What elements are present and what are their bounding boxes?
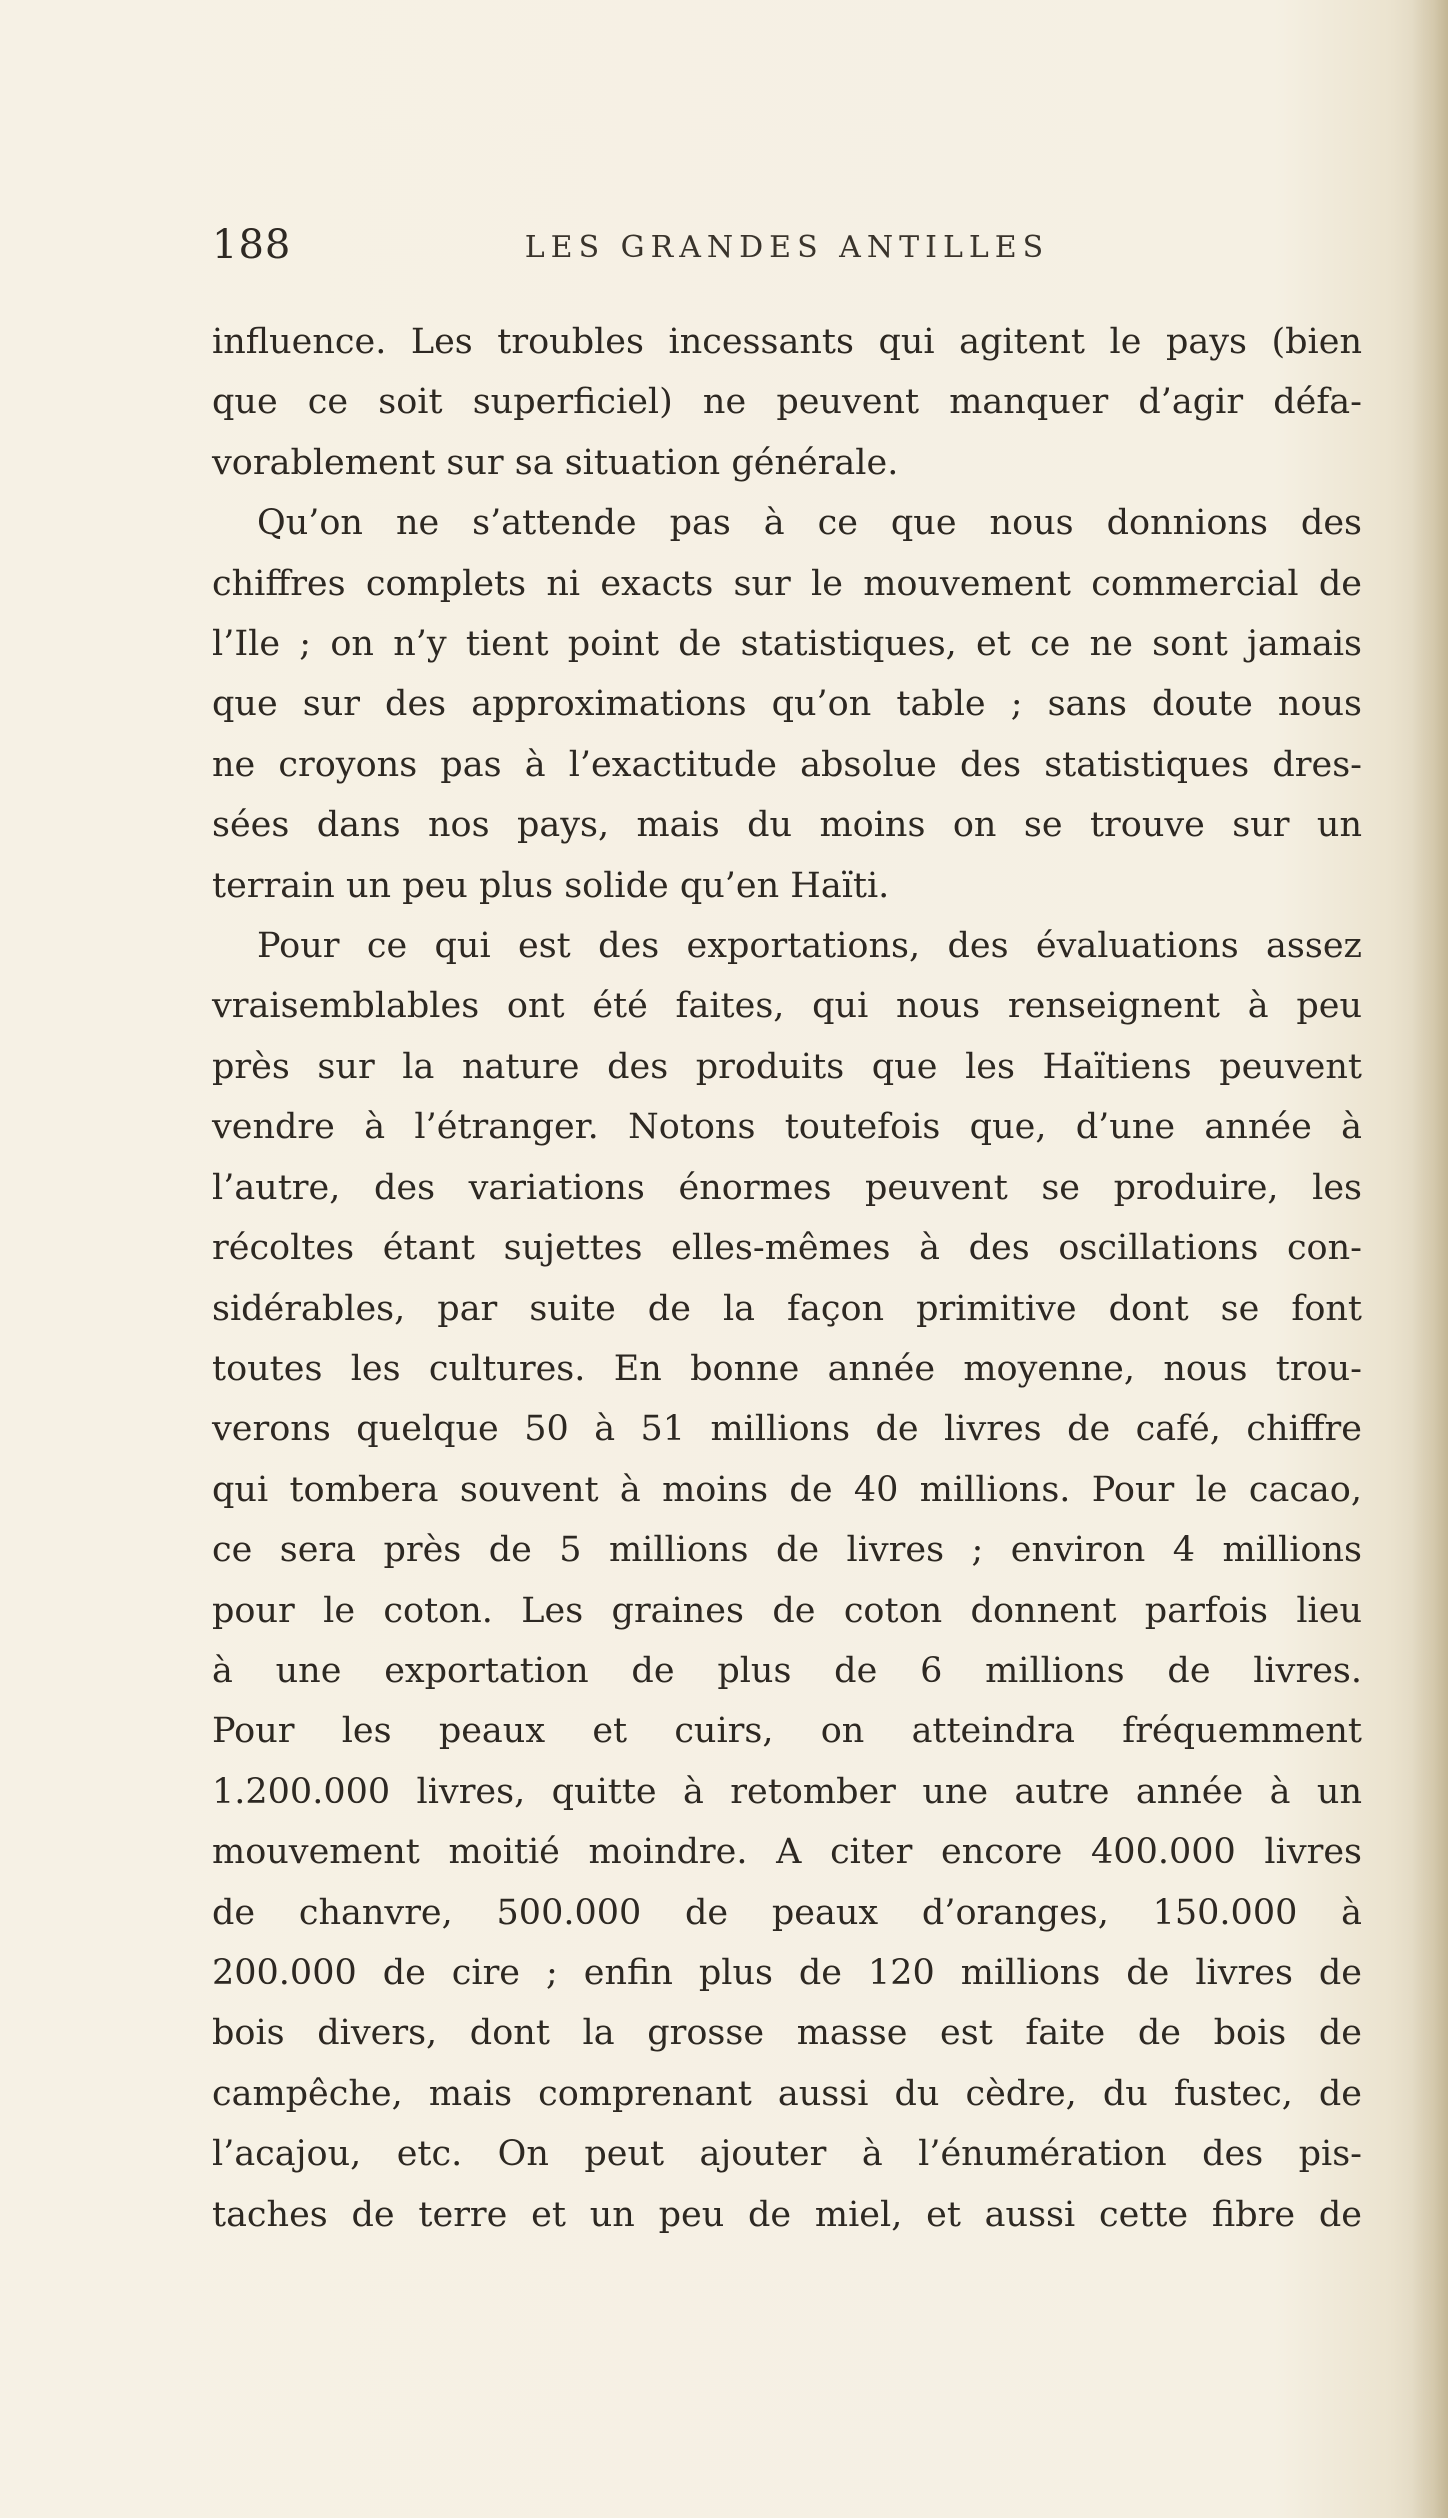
text-line: à une exportation de plus de 6 millions de livres. <box>212 1650 1362 1691</box>
text-line: Pour les peaux et cuirs, on atteindra fréquemment <box>212 1711 1362 1752</box>
text-line: campêche, mais comprenant aussi du cèdre, du fustec, de <box>212 2073 1362 2114</box>
text-line: qui tombera souvent à moins de 40 millions. Pour le cacao, <box>212 1469 1362 1510</box>
body-text <box>212 312 1362 2245</box>
text-line: que sur des approximations qu’on table ; sans doute nous <box>212 684 1362 725</box>
text-line: Pour ce qui est des exportations, des évaluations assez <box>257 926 1362 967</box>
page-number: 188 <box>212 222 292 268</box>
text-line: terrain un peu plus solide qu’en Haïti. <box>212 865 890 906</box>
text-line: pour le coton. Les graines de coton donnent parfois lieu <box>212 1590 1362 1631</box>
text-line: mouvement moitié moindre. A citer encore 400.000 livres <box>212 1832 1362 1873</box>
text-line: verons quelque 50 à 51 millions de livres de café, chiffre <box>212 1409 1362 1450</box>
paragraph-2 <box>212 493 1362 916</box>
text-line: 1.200.000 livres, quitte à retomber une autre année à un <box>212 1771 1362 1812</box>
text-line: 200.000 de cire ; enfin plus de 120 millions de livres de <box>212 1952 1362 1993</box>
paragraph-1 <box>212 312 1362 493</box>
running-head <box>212 222 1362 272</box>
text-line: bois divers, dont la grosse masse est faite de bois de <box>212 2013 1362 2054</box>
text-line: de chanvre, 500.000 de peaux d’oranges, 150.000 à <box>212 1892 1362 1933</box>
running-title: LES GRANDES ANTILLES <box>524 230 1050 265</box>
text-line: taches de terre et un peu de miel, et aussi cette fibre de <box>212 2194 1362 2235</box>
text-line: influence. Les troubles incessants qui agitent le pays (bien <box>212 322 1362 362</box>
text-line: ne croyons pas à l’exactitude absolue des statistiques dres- <box>212 744 1362 785</box>
text-line: vraisemblables ont été faites, qui nous renseignent à peu <box>212 986 1362 1027</box>
text-line: vorablement sur sa situation générale. <box>212 442 899 483</box>
text-line: l’autre, des variations énormes peuvent se produire, les <box>212 1167 1362 1208</box>
text-line: près sur la nature des produits que les Haïtiens peuvent <box>212 1046 1362 1087</box>
page-edge-shadow <box>1412 0 1448 2518</box>
text-line: l’acajou, etc. On peut ajouter à l’énumération des pis- <box>212 2134 1362 2175</box>
text-line: Qu’on ne s’attende pas à ce que nous donnions des <box>257 503 1362 544</box>
text-line: vendre à l’étranger. Notons toutefois que, d’une année à <box>212 1107 1362 1148</box>
text-line: sidérables, par suite de la façon primitive dont se font <box>212 1288 1362 1329</box>
text-line: chiffres complets ni exacts sur le mouvement commercial de <box>212 563 1362 604</box>
text-line: ce sera près de 5 millions de livres ; environ 4 millions <box>212 1530 1362 1571</box>
text-line: récoltes étant sujettes elles-mêmes à des oscillations con- <box>212 1228 1362 1269</box>
text-line: que ce soit superficiel) ne peuvent manquer d’agir défa- <box>212 382 1362 423</box>
text-line: sées dans nos pays, mais du moins on se trouve sur un <box>212 805 1362 846</box>
text-line: l’Ile ; on n’y tient point de statistiques, et ce ne sont jamais <box>212 624 1362 665</box>
paragraph-3 <box>212 916 1362 2245</box>
text-line: toutes les cultures. En bonne année moyenne, nous trou- <box>212 1348 1362 1389</box>
